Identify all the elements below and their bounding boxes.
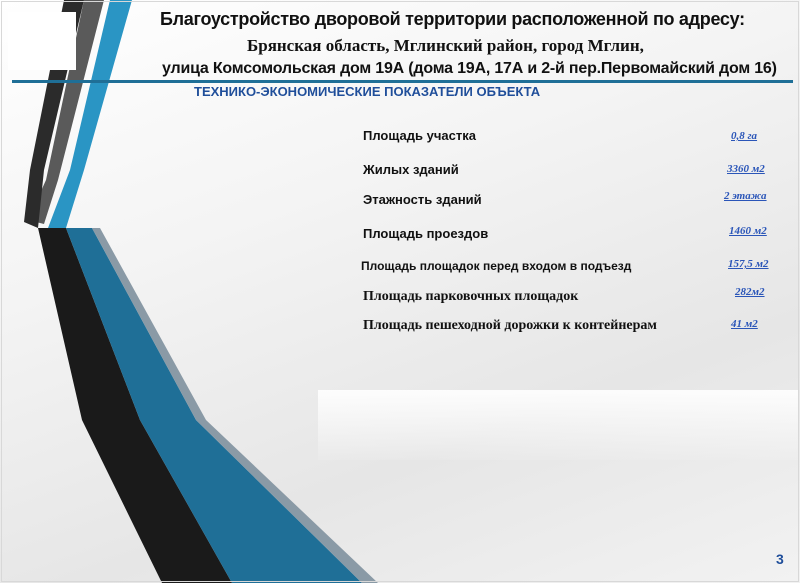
indicator-value-footpath-area[interactable]: 41 м2 <box>731 318 758 330</box>
indicator-value-parking-area[interactable]: 282м2 <box>735 286 765 298</box>
section-subtitle: ТЕХНИКО-ЭКОНОМИЧЕСКИЕ ПОКАЗАТЕЛИ ОБЪЕКТА <box>194 84 541 99</box>
page-number: 3 <box>776 551 784 567</box>
title-line-1: Благоустройство дворовой территории расположенной по адресу: <box>160 9 745 29</box>
indicator-label-entrance-platforms: Площадь площадок перед входом в подъезд <box>361 259 632 273</box>
logo-placeholder <box>8 12 76 70</box>
indicator-value-residential-buildings[interactable]: 3360 м2 <box>727 163 765 175</box>
indicator-label-parking-area: Площадь парковочных площадок <box>363 289 579 304</box>
header-divider <box>12 80 793 83</box>
title-line-3: улица Комсомольская дом 19А (дома 19А, 17А и 2-й пер.Первомайский дом 16) <box>162 60 777 77</box>
title-line-2: Брянская область, Мглинский район, город Мглин, <box>247 36 644 55</box>
indicator-label-site-area: Площадь участка <box>363 128 476 143</box>
indicator-value-driveway-area[interactable]: 1460 м2 <box>729 225 767 237</box>
indicator-label-building-floors: Этажность зданий <box>363 192 482 207</box>
shadow-band <box>318 390 798 460</box>
indicator-value-site-area[interactable]: 0,8 га <box>731 130 758 142</box>
indicator-label-residential-buildings: Жилых зданий <box>363 162 459 177</box>
indicator-value-building-floors[interactable]: 2 этажа <box>724 190 767 202</box>
indicator-label-driveway-area: Площадь проездов <box>363 226 489 241</box>
indicator-value-entrance-platforms[interactable]: 157,5 м2 <box>728 258 769 270</box>
indicator-label-footpath-area: Площадь пешеходной дорожки к контейнерам <box>363 318 657 333</box>
